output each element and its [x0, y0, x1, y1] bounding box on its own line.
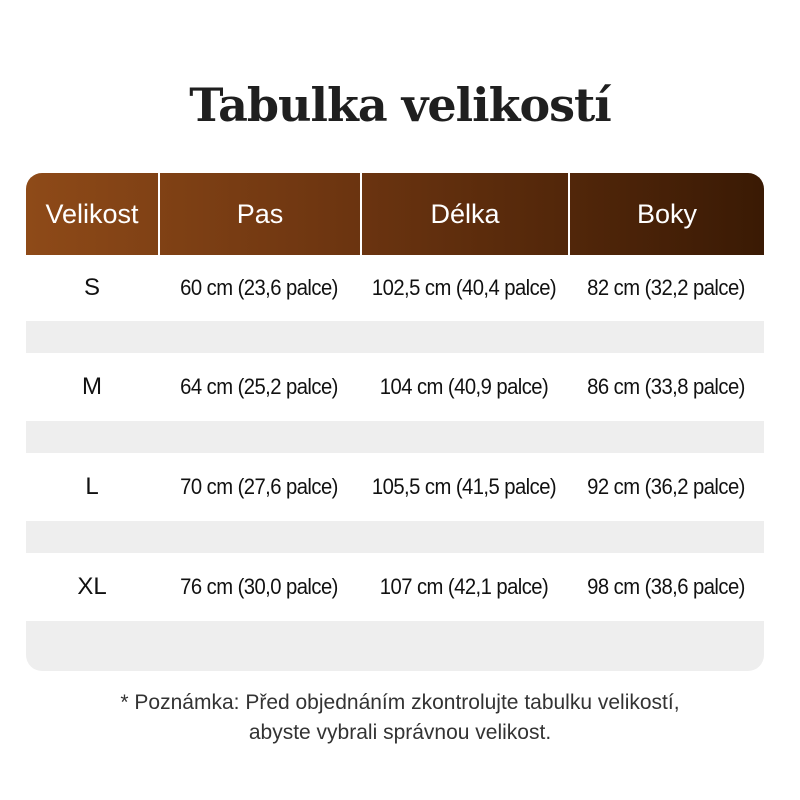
table-row [26, 553, 764, 621]
hips-cell: 92 cm (36,2 palce) [587, 474, 745, 499]
waist-cell: 76 cm (30,0 palce) [180, 574, 338, 599]
waist-cell: 70 cm (27,6 palce) [180, 474, 338, 499]
length-cell: 105,5 cm (41,5 palce) [371, 474, 557, 499]
header-length: Délka [360, 173, 568, 255]
waist-cell: 64 cm (25,2 palce) [180, 374, 338, 399]
table-header [26, 173, 764, 255]
row-divider [26, 521, 764, 553]
size-table [26, 173, 764, 671]
length-cell: 102,5 cm (40,4 palce) [371, 275, 557, 300]
size-cell: M [82, 373, 102, 400]
size-note [0, 688, 800, 748]
size-cell: S [83, 274, 100, 301]
length-cell: 104 cm (40,9 palce) [379, 374, 549, 399]
header-hips: Boky [568, 173, 764, 255]
table-row [26, 453, 764, 521]
note-line-2: abyste vybrali správnou velikost. [248, 721, 552, 744]
waist-cell: 60 cm (23,6 palce) [180, 275, 338, 300]
page-title: Tabulka velikostí [189, 78, 611, 132]
row-divider [26, 421, 764, 453]
note-line-1: * Poznámka: Před objednáním zkontrolujte tabulku velikostí, [120, 691, 680, 714]
hips-cell: 98 cm (38,6 palce) [587, 574, 745, 599]
header-size: Velikost [45, 198, 139, 229]
table-row [26, 353, 764, 421]
row-divider [26, 321, 764, 353]
header-waist: Pas [158, 173, 360, 255]
size-cell: L [85, 473, 99, 500]
length-cell: 107 cm (42,1 palce) [379, 574, 549, 599]
table-row [26, 255, 764, 321]
hips-cell: 86 cm (33,8 palce) [587, 374, 745, 399]
hips-cell: 82 cm (32,2 palce) [587, 275, 745, 300]
size-cell: XL [77, 573, 107, 600]
table-footer-band [26, 621, 764, 671]
table-body [26, 255, 764, 671]
